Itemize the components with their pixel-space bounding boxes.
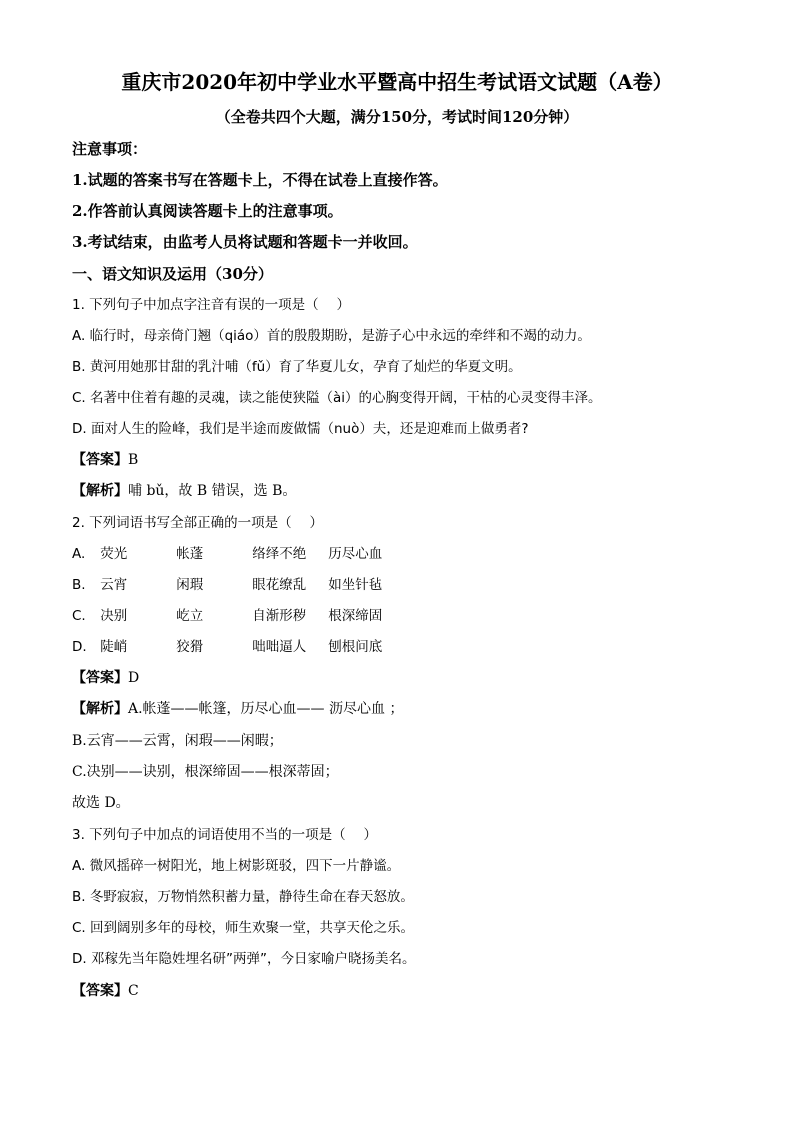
analysis-tag: 【解析】 (72, 483, 128, 499)
analysis-tag: 【解析】 (72, 701, 128, 717)
page-title: 重庆市2020年初中学业水平暨高中招生考试语文试题（A卷） (121, 70, 673, 94)
option-word: 狡猾 (176, 639, 204, 655)
analysis-text: A.帐蓬——帐篷，历尽心血—— 沥尽心血 ； (128, 701, 404, 717)
answer-tag: 【答案】 (72, 983, 128, 999)
answer-tag: 【答案】 (72, 452, 128, 468)
option-word: 屹立 (176, 608, 204, 624)
question-option (72, 606, 404, 626)
option-word: 帐蓬 (176, 546, 204, 562)
analysis-text: B.云宵——云霄，闲瑕——闲暇； (72, 733, 283, 749)
section-heading: 一、语文知识及运用（30分） (72, 265, 273, 283)
question-stem: 2. 下列词语书写全部正确的一项是（ ） (72, 515, 323, 531)
answer-value: C (128, 983, 139, 999)
question-option: C. 回到阔别多年的母校，师生欢聚一堂，共享天伦之乐。 (72, 920, 415, 936)
option-word: 闲瑕 (176, 577, 204, 593)
question-option (72, 544, 404, 564)
answer-line (72, 668, 139, 688)
analysis-text: 哺 bǔ，故 B 错误，选 B。 (128, 483, 297, 499)
option-word: 如坐针毡 (328, 577, 383, 593)
option-word: 刨根问底 (328, 639, 383, 655)
option-word: 荧光 (100, 546, 128, 562)
option-word: 咄咄逼人 (252, 639, 307, 655)
question-option (72, 637, 404, 657)
question-option (72, 575, 404, 595)
notice-item: 1.试题的答案书写在答题卡上，不得在试卷上直接作答。 (72, 171, 448, 189)
answer-tag: 【答案】 (72, 670, 128, 686)
option-word: 云宵 (100, 577, 128, 593)
option-word: 历尽心血 (328, 546, 383, 562)
notice-item: 3.考试结束，由监考人员将试题和答题卡一并收回。 (72, 233, 418, 251)
option-label: B. (72, 577, 86, 593)
question-option: A. 临行时，母亲倚门翘（qiáo）首的殷殷期盼，是游子心中永远的牵绊和不竭的动力。 (72, 328, 591, 344)
option-word: 根深缔固 (328, 608, 383, 624)
question-option: A. 微风摇碎一树阳光，地上树影斑驳，四下一片静谧。 (72, 858, 401, 874)
option-word: 络绎不绝 (252, 546, 307, 562)
question-stem: 1. 下列句子中加点字注音有误的一项是（ ） (72, 297, 350, 313)
analysis-line (72, 699, 403, 719)
answer-line (72, 981, 139, 1001)
option-word: 决别 (100, 608, 128, 624)
question-option: D. 邓稼先当年隐姓埋名研”两弹”，今日家喻户晓扬美名。 (72, 951, 416, 967)
analysis-line (72, 481, 296, 501)
option-word: 陡峭 (100, 639, 128, 655)
answer-value: D (128, 670, 140, 686)
question-option: B. 冬野寂寂，万物悄然积蓄力量，静待生命在春天怒放。 (72, 889, 414, 905)
notice-item: 2.作答前认真阅读答题卡上的注意事项。 (72, 202, 343, 220)
analysis-text: C.决别——诀别，根深缔固——根深蒂固； (72, 764, 339, 780)
notice-heading: 注意事项： (72, 140, 148, 158)
answer-value: B (128, 452, 139, 468)
question-option: C. 名著中住着有趣的灵魂，读之能使狭隘（ài）的心胸变得开阔，干枯的心灵变得丰泽。 (72, 390, 602, 406)
option-label: D. (72, 639, 87, 655)
option-label: A. (72, 546, 86, 562)
analysis-text: 故选 D。 (72, 795, 130, 811)
option-label: C. (72, 608, 86, 624)
option-word: 眼花缭乱 (252, 577, 307, 593)
option-word: 自渐形秽 (252, 608, 307, 624)
question-stem: 3. 下列句子中加点的词语使用不当的一项是（ ） (72, 827, 377, 843)
question-option: D. 面对人生的险峰，我们是半途而废做懦（nuò）夫，还是迎难而上做勇者? (72, 421, 529, 437)
question-option: B. 黄河用她那甘甜的乳汁哺（fǔ）育了华夏儿女，孕育了灿烂的华夏文明。 (72, 359, 522, 375)
page-subtitle: （全卷共四个大题，满分150分，考试时间120分钟） (215, 108, 579, 126)
answer-line (72, 450, 138, 470)
